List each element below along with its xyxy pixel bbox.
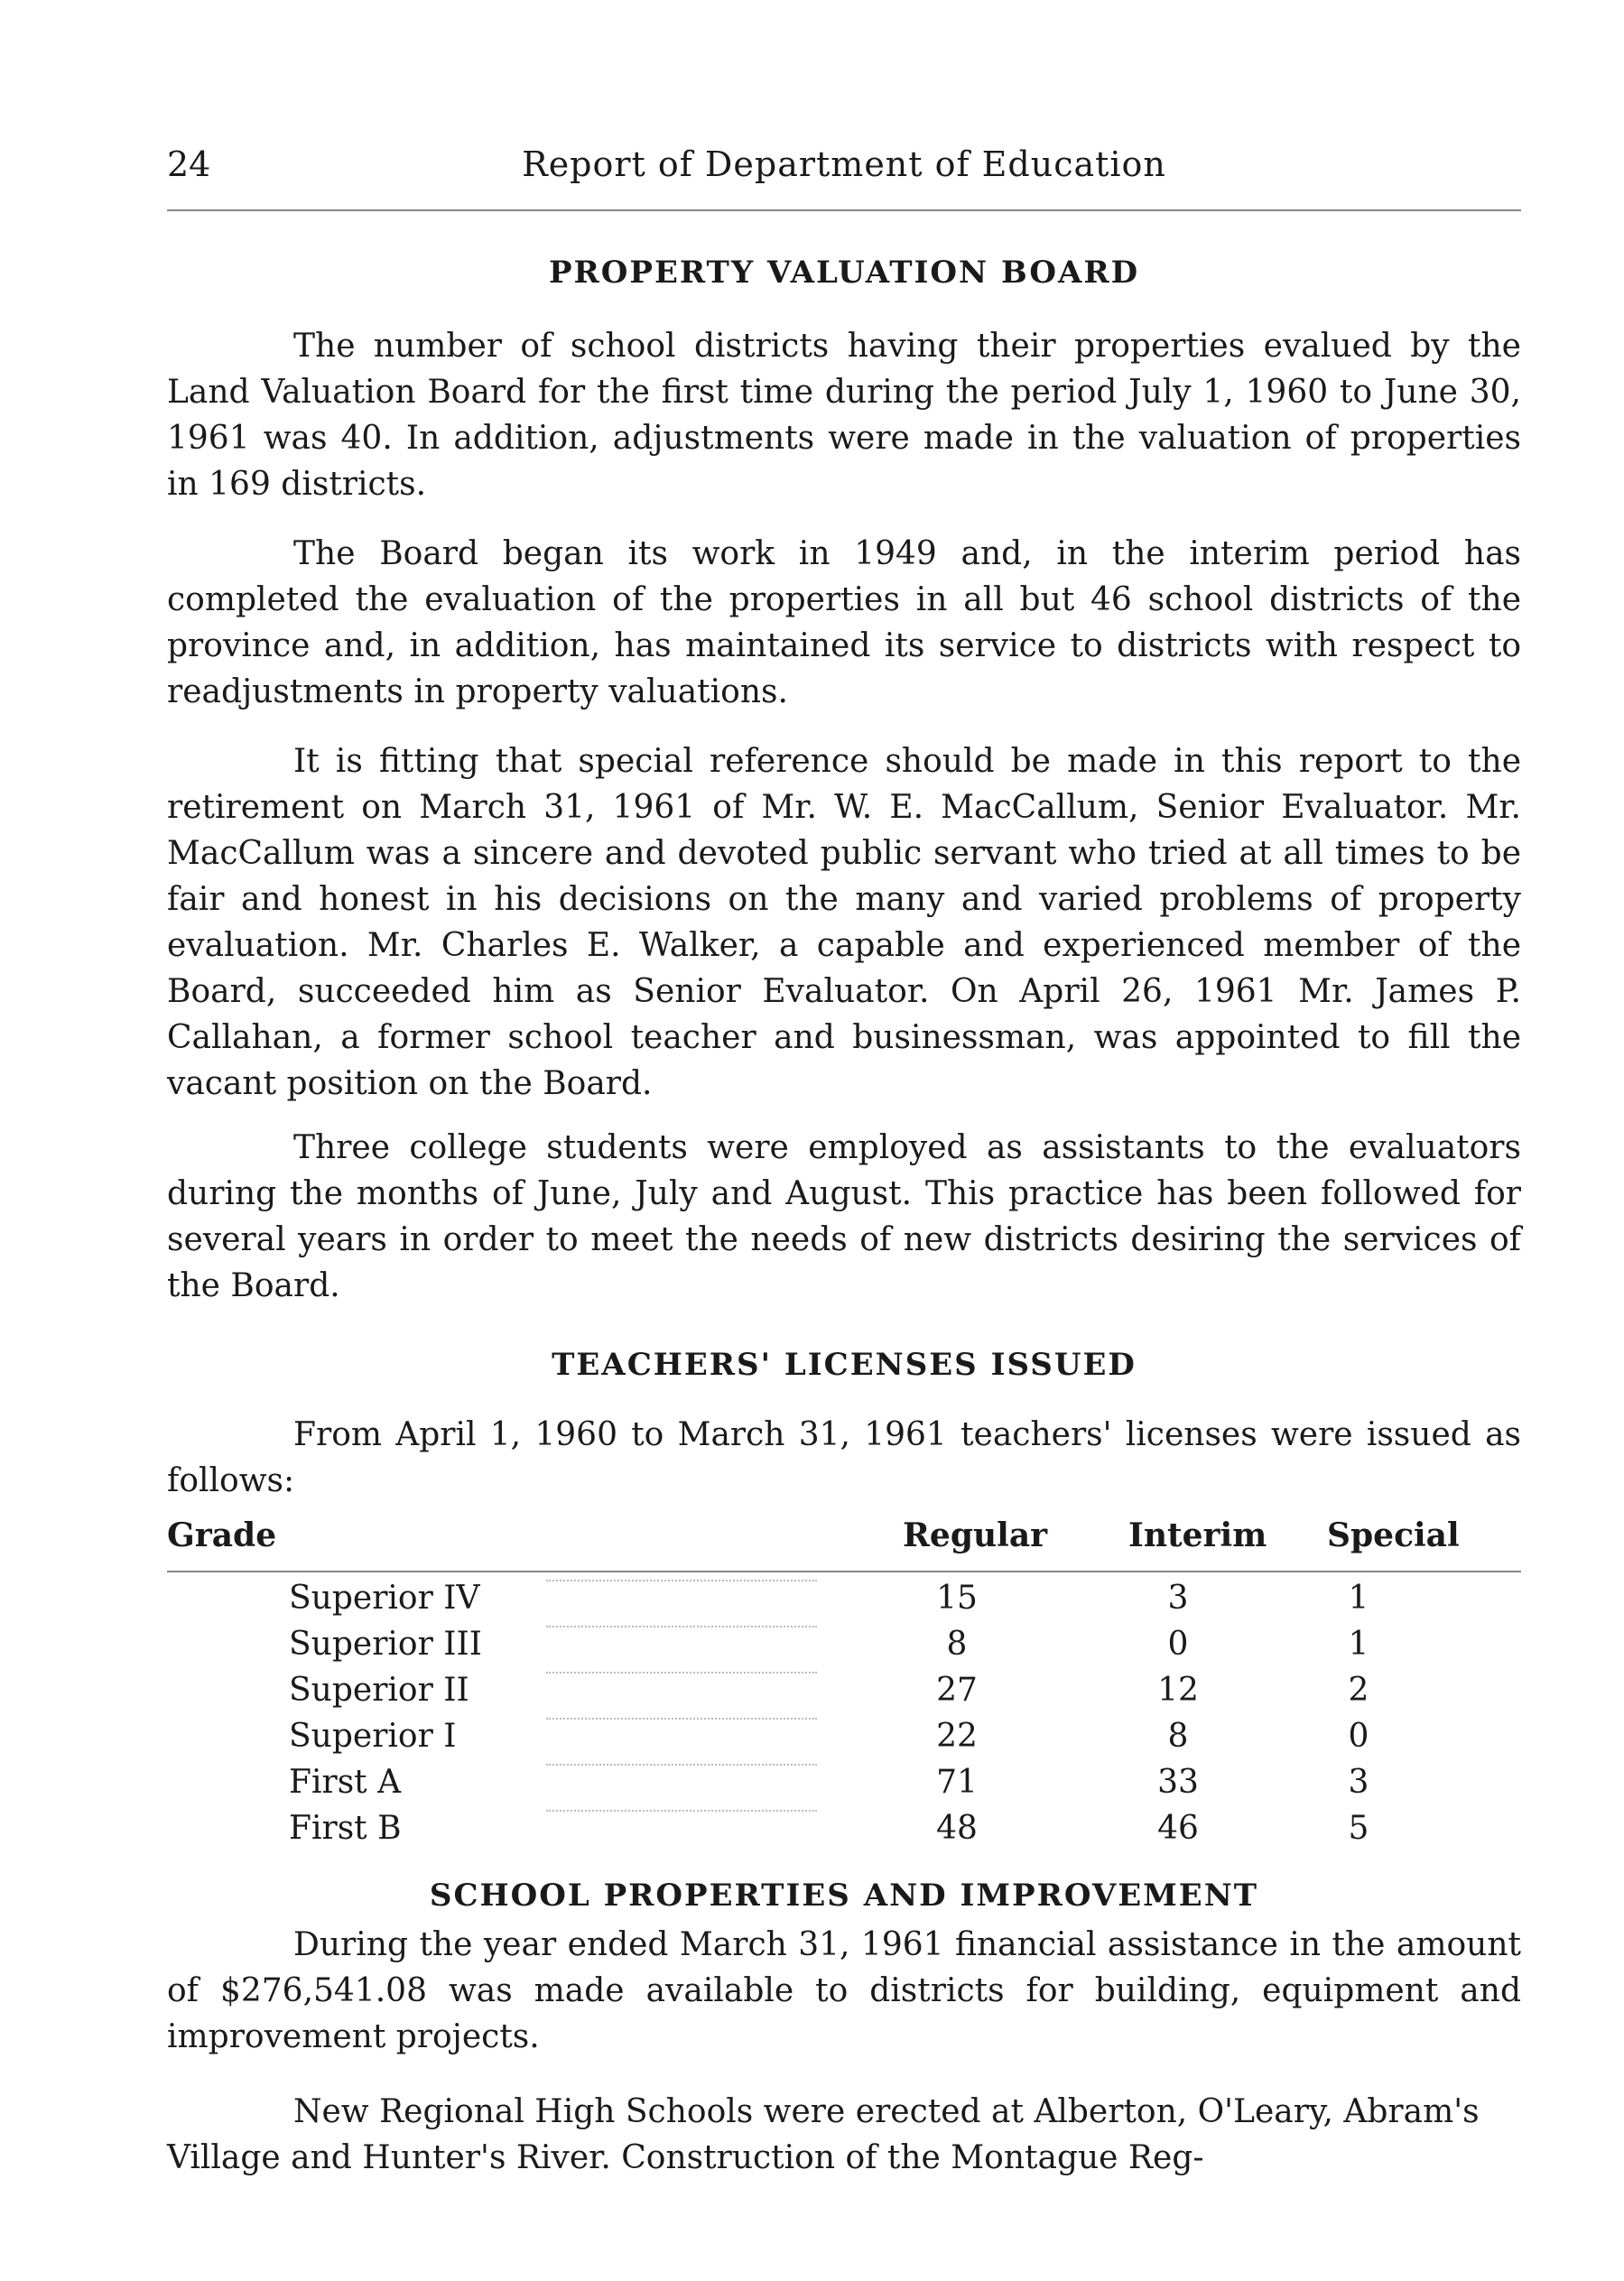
running-header bbox=[167, 144, 1521, 199]
table-row bbox=[167, 1580, 1521, 1626]
header-rule bbox=[167, 209, 1521, 211]
column-header-special: Special bbox=[1327, 1516, 1460, 1554]
cell-interim: 33 bbox=[1157, 1764, 1199, 1801]
page-number: 24 bbox=[167, 144, 211, 184]
cell-grade: First B bbox=[289, 1810, 402, 1847]
dot-leader bbox=[546, 1718, 817, 1720]
cell-interim: 12 bbox=[1157, 1672, 1199, 1709]
table-row bbox=[167, 1718, 1521, 1764]
cell-regular: 27 bbox=[936, 1672, 978, 1709]
paragraph-school-properties-2: New Regional High Schools were erected at Alberton, O'Leary, Abram's Village and Hunter's River. Construction of the Montague Reg- bbox=[167, 2093, 1480, 2176]
table-header bbox=[167, 1516, 1521, 1571]
cell-grade: Superior IV bbox=[289, 1580, 480, 1617]
column-header-grade: Grade bbox=[167, 1516, 277, 1554]
cell-regular: 71 bbox=[936, 1764, 978, 1801]
paragraph-licenses-intro: From April 1, 1960 to March 31, 1961 teachers' licenses were issued as follows: bbox=[167, 1416, 1521, 1499]
column-header-interim: Interim bbox=[1128, 1516, 1267, 1554]
table-row bbox=[167, 1672, 1521, 1718]
heading-school-properties: SCHOOL PROPERTIES AND IMPROVEMENT bbox=[429, 1878, 1259, 1914]
cell-grade: Superior I bbox=[289, 1718, 457, 1755]
paragraph-property-1: The number of school districts having their properties evalued by the Land Valuation Board for the first time during the period July 1, 1960 to June 30, 1961 was 40. In addition, adjustments were made in the valuation of properties in 169 districts. bbox=[167, 328, 1521, 503]
paragraph-school-properties-1: During the year ended March 31, 1961 financial assistance in the amount of $276,541.08 was made available to districts for building, equipment and improvement projects. bbox=[167, 1926, 1521, 2055]
cell-interim: 8 bbox=[1167, 1718, 1189, 1755]
table-row bbox=[167, 1626, 1521, 1672]
cell-interim: 46 bbox=[1157, 1810, 1199, 1847]
paragraph-property-4: Three college students were employed as assistants to the evaluators during the months of June, July and August. This practice has been followed for several years in order to meet the needs of new districts desiring the services of the Board. bbox=[167, 1129, 1521, 1304]
cell-special: 1 bbox=[1348, 1580, 1369, 1617]
cell-regular: 15 bbox=[936, 1580, 978, 1617]
table-row bbox=[167, 1810, 1521, 1856]
cell-grade: Superior II bbox=[289, 1672, 469, 1709]
cell-special: 5 bbox=[1348, 1810, 1369, 1847]
cell-grade: Superior III bbox=[289, 1626, 482, 1663]
cell-special: 0 bbox=[1348, 1718, 1369, 1755]
licenses-table bbox=[167, 1516, 1521, 1847]
cell-regular: 22 bbox=[936, 1718, 978, 1755]
dot-leader bbox=[546, 1810, 817, 1812]
cell-interim: 0 bbox=[1167, 1626, 1189, 1663]
table-row bbox=[167, 1764, 1521, 1810]
column-header-regular: Regular bbox=[903, 1516, 1048, 1554]
heading-property-valuation: PROPERTY VALUATION BOARD bbox=[548, 255, 1140, 291]
cell-regular: 8 bbox=[946, 1626, 968, 1663]
cell-special: 3 bbox=[1348, 1764, 1369, 1801]
paragraph-property-2: The Board began its work in 1949 and, in the interim period has completed the evaluation of the properties in all but 46 school districts of the province and, in addition, has maintained its service to districts with respect to readjustments in property valuations. bbox=[167, 535, 1521, 710]
cell-interim: 3 bbox=[1167, 1580, 1189, 1617]
cell-regular: 48 bbox=[936, 1810, 978, 1847]
table-body bbox=[167, 1580, 1521, 1856]
cell-grade: First A bbox=[289, 1764, 402, 1801]
dot-leader bbox=[546, 1626, 817, 1627]
cell-special: 1 bbox=[1348, 1626, 1369, 1663]
running-title: Report of Department of Education bbox=[522, 144, 1166, 184]
dot-leader bbox=[546, 1580, 817, 1581]
dot-leader bbox=[546, 1672, 817, 1674]
table-rule bbox=[167, 1571, 1521, 1572]
paragraph-property-3: It is fitting that special reference should be made in this report to the retirement on March 31, 1961 of Mr. W. E. MacCallum, Senior Evaluator. Mr. MacCallum was a sincere and devoted public servant who tried at all times to be fair and honest in his decisions on the many and varied problems of property evaluation. Mr. Charles E. Walker, a capable and experienced member of the Board, succeeded him as Senior Evaluator. On April 26, 1961 Mr. James P. Callahan, a former school teacher and businessman, was appointed to fill the vacant position on the Board. bbox=[167, 743, 1521, 1102]
heading-teachers-licenses: TEACHERS' LICENSES ISSUED bbox=[552, 1347, 1137, 1383]
cell-special: 2 bbox=[1348, 1672, 1369, 1709]
dot-leader bbox=[546, 1764, 817, 1766]
